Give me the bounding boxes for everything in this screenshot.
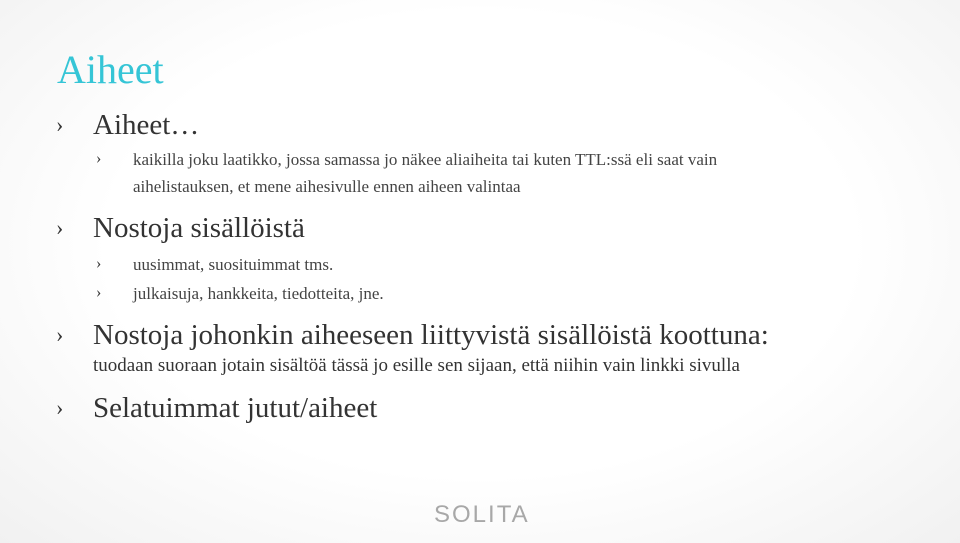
sub-bullet-continuation — [96, 173, 936, 201]
chevron-right-icon: › — [96, 150, 102, 167]
chevron-right-icon: › — [96, 255, 102, 272]
bullet-text: Aiheet… — [93, 109, 200, 141]
sub-bullet-item — [96, 146, 936, 174]
bullet-text: Selatuimmat jutut/aiheet — [93, 392, 378, 424]
sub-bullet-text: julkaisuja, hankkeita, tiedotteita, jne. — [133, 284, 384, 303]
chevron-right-icon: › — [96, 284, 102, 301]
sub-bullet-item — [96, 251, 936, 279]
bullet-item-nostoja-johonkin — [56, 318, 936, 354]
sub-bullet-text: uusimmat, suosituimmat tms. — [133, 255, 334, 274]
sub-bullet-text: aihelistauksen, et mene aihesivulle ennen aiheen valintaa — [133, 177, 521, 196]
bullet-text: Nostoja sisällöistä — [93, 212, 305, 244]
bullet-item-selatuimmat — [56, 391, 936, 427]
chevron-right-icon: › — [56, 395, 64, 420]
bullet-item-nostoja-sisalloista — [56, 211, 936, 247]
bullet-item-aiheet — [56, 108, 936, 144]
chevron-right-icon: › — [56, 112, 64, 137]
solita-logo: SOLITA — [434, 501, 530, 528]
chevron-right-icon: › — [56, 215, 64, 240]
bullet-text: Nostoja johonkin aiheeseen liittyvistä sisällöistä koottuna: — [93, 319, 769, 351]
bullet-continuation-text: tuodaan suoraan jotain sisältöä tässä jo esille sen sijaan, että niihin vain linkki sivulla — [93, 355, 740, 376]
slide-title: Aiheet — [57, 47, 164, 92]
sub-bullet-item — [96, 280, 936, 308]
sub-bullet-text: kaikilla joku laatikko, jossa samassa jo näkee aliaiheita tai kuten TTL:ssä eli saat vain — [133, 150, 718, 169]
chevron-right-icon: › — [56, 322, 64, 347]
